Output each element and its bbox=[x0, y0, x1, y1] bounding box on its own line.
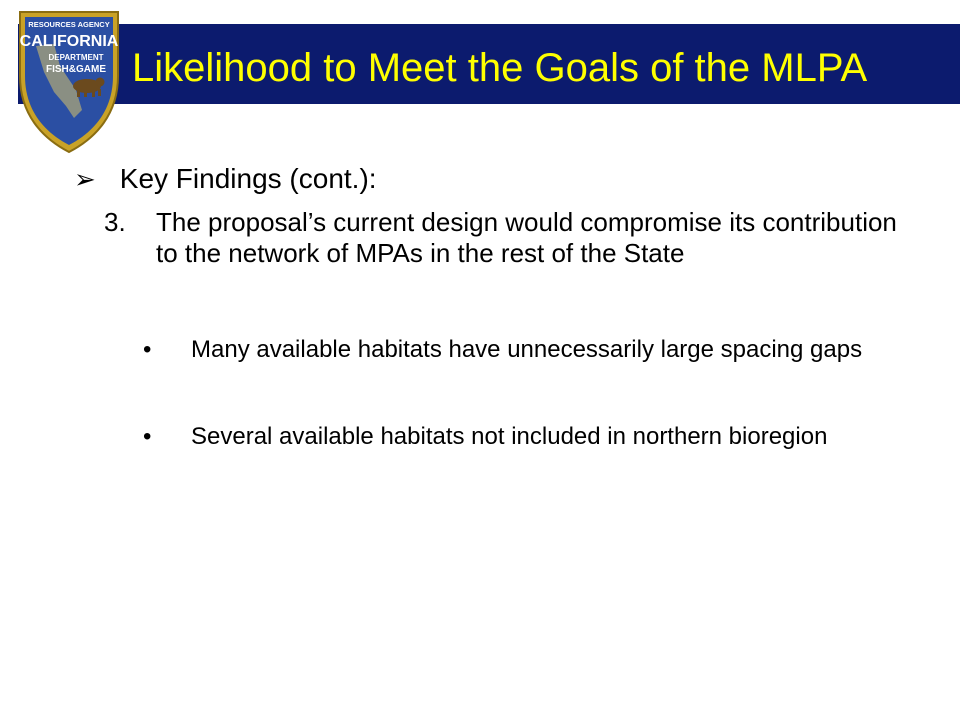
logo-line-4: FISH&GAME bbox=[46, 64, 106, 75]
logo-line-1: RESOURCES AGENCY bbox=[28, 20, 110, 29]
fish-and-game-badge-logo bbox=[14, 6, 124, 156]
sub-bullet bbox=[143, 420, 903, 454]
finding-number: 3. bbox=[104, 207, 126, 237]
arrow-bullet-icon: ➢ bbox=[74, 164, 96, 194]
key-findings-heading bbox=[74, 162, 377, 196]
bullet-dot-icon: • bbox=[143, 423, 152, 450]
sub-bullet bbox=[143, 333, 903, 367]
key-findings-heading-text: Key Findings (cont.): bbox=[119, 163, 377, 194]
finding-text: The proposal’s current design would compromise its contribution to the network of MPAs in the rest of the State bbox=[156, 207, 897, 268]
slide-title: Likelihood to Meet the Goals of the MLPA bbox=[132, 46, 868, 90]
logo-line-3: DEPARTMENT bbox=[48, 53, 104, 62]
sub-bullet-text: Several available habitats not included in northern bioregion bbox=[191, 423, 828, 450]
logo-line-2: CALIFORNIA bbox=[19, 33, 119, 50]
sub-bullet-text: Many available habitats have unnecessarily large spacing gaps bbox=[191, 336, 863, 363]
bullet-dot-icon: • bbox=[143, 336, 152, 363]
numbered-finding bbox=[104, 207, 924, 269]
